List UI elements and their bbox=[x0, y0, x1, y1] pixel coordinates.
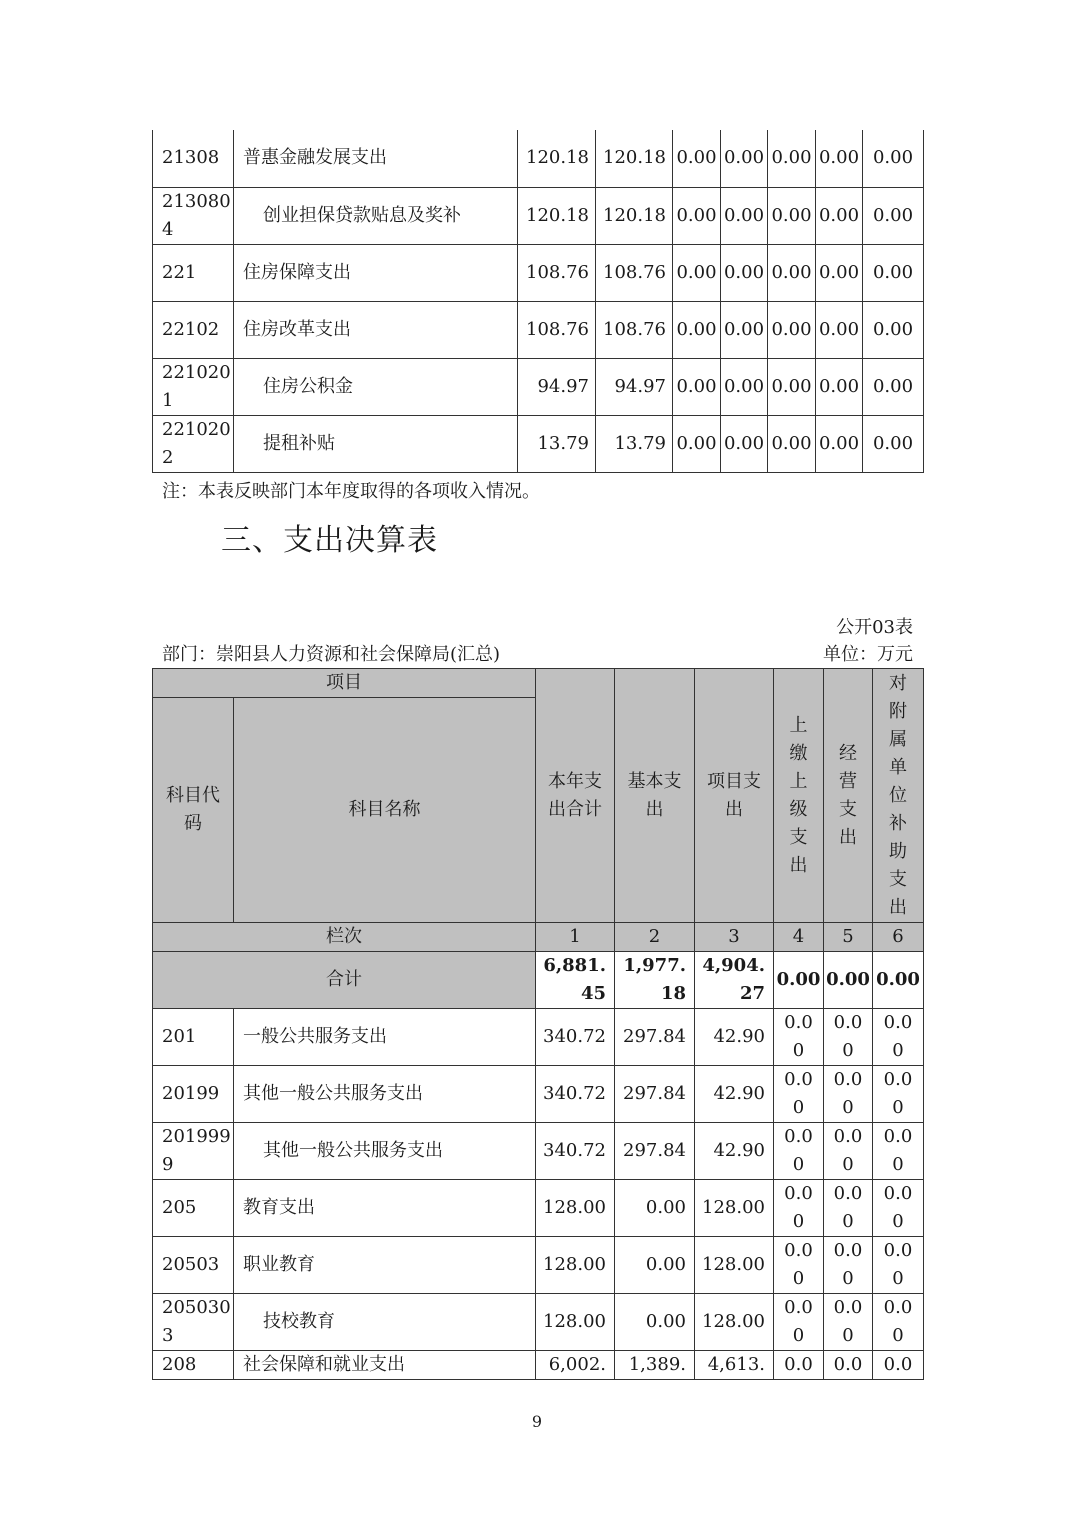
total-business: 0.00 bbox=[824, 952, 873, 1009]
table-note: 注：本表反映部门本年度取得的各项收入情况。 bbox=[162, 481, 540, 502]
row-value: 13.79 bbox=[518, 415, 596, 472]
header-total: 本年支出合计 bbox=[536, 669, 615, 923]
expense-table bbox=[152, 668, 924, 1380]
row-basic: 297.84 bbox=[615, 1009, 695, 1066]
total-row bbox=[153, 952, 924, 1009]
row-name: 住房公积金 bbox=[234, 358, 518, 415]
row-code: 2050303 bbox=[153, 1294, 234, 1351]
row-total: 128.00 bbox=[536, 1237, 615, 1294]
table-row bbox=[153, 1180, 924, 1237]
row-value: 0.00 bbox=[721, 244, 768, 301]
row-name: 提租补贴 bbox=[234, 415, 518, 472]
table-row bbox=[153, 130, 924, 187]
row-code: 205 bbox=[153, 1180, 234, 1237]
table-number: 公开03表 bbox=[836, 617, 913, 638]
total-project: 4,904.27 bbox=[695, 952, 774, 1009]
row-subsidy: 0.00 bbox=[873, 1066, 924, 1123]
row-project: 42.90 bbox=[695, 1123, 774, 1180]
header-project: 项目支出 bbox=[695, 669, 774, 923]
row-subsidy: 0.00 bbox=[873, 1180, 924, 1237]
row-value: 13.79 bbox=[596, 415, 673, 472]
header-code: 科目代码 bbox=[153, 698, 234, 923]
row-value: 0.00 bbox=[673, 358, 721, 415]
row-value: 0.00 bbox=[768, 130, 816, 187]
row-value: 120.18 bbox=[596, 130, 673, 187]
row-value: 0.00 bbox=[673, 301, 721, 358]
row-value: 108.76 bbox=[596, 244, 673, 301]
row-name: 创业担保贷款贴息及奖补 bbox=[234, 187, 518, 244]
total-label: 合计 bbox=[153, 952, 536, 1009]
row-code: 2130804 bbox=[153, 187, 234, 244]
row-value: 120.18 bbox=[518, 187, 596, 244]
row-value: 0.00 bbox=[863, 358, 924, 415]
row-total: 340.72 bbox=[536, 1123, 615, 1180]
row-code: 208 bbox=[153, 1351, 234, 1380]
row-value: 120.18 bbox=[596, 187, 673, 244]
table-row bbox=[153, 244, 924, 301]
row-business: 0.00 bbox=[824, 1066, 873, 1123]
header-business: 经营支出 bbox=[824, 669, 873, 923]
row-name: 一般公共服务支出 bbox=[234, 1009, 536, 1066]
row-project: 128.00 bbox=[695, 1294, 774, 1351]
row-name: 职业教育 bbox=[234, 1237, 536, 1294]
row-value: 0.00 bbox=[863, 244, 924, 301]
row-code: 2210202 bbox=[153, 415, 234, 472]
row-basic: 297.84 bbox=[615, 1123, 695, 1180]
table-row bbox=[153, 415, 924, 472]
column-index-2: 2 bbox=[615, 923, 695, 952]
row-project: 4,613. bbox=[695, 1351, 774, 1380]
header-subsidy: 对附属单位补助支出 bbox=[873, 669, 924, 923]
row-value: 0.00 bbox=[768, 415, 816, 472]
row-value: 108.76 bbox=[518, 301, 596, 358]
row-subsidy: 0.00 bbox=[873, 1237, 924, 1294]
row-value: 108.76 bbox=[596, 301, 673, 358]
row-total: 340.72 bbox=[536, 1009, 615, 1066]
row-total: 6,002. bbox=[536, 1351, 615, 1380]
header-name: 科目名称 bbox=[234, 698, 536, 923]
row-value: 0.00 bbox=[721, 187, 768, 244]
row-code: 20503 bbox=[153, 1237, 234, 1294]
row-subsidy: 0.00 bbox=[873, 1294, 924, 1351]
row-business: 0.00 bbox=[824, 1180, 873, 1237]
row-value: 0.00 bbox=[721, 358, 768, 415]
row-code: 20199 bbox=[153, 1066, 234, 1123]
row-project: 128.00 bbox=[695, 1180, 774, 1237]
unit-label: 单位：万元 bbox=[823, 644, 913, 665]
row-value: 0.00 bbox=[863, 415, 924, 472]
row-business: 0.00 bbox=[824, 1009, 873, 1066]
row-upper: 0.00 bbox=[774, 1180, 824, 1237]
row-business: 0.00 bbox=[824, 1237, 873, 1294]
section-heading: 三、支出决算表 bbox=[221, 523, 438, 558]
row-code: 201 bbox=[153, 1009, 234, 1066]
row-value: 0.00 bbox=[863, 301, 924, 358]
row-project: 42.90 bbox=[695, 1009, 774, 1066]
row-name: 社会保障和就业支出 bbox=[234, 1351, 536, 1380]
row-code: 2019999 bbox=[153, 1123, 234, 1180]
row-code: 221 bbox=[153, 244, 234, 301]
row-upper: 0.00 bbox=[774, 1123, 824, 1180]
row-project: 42.90 bbox=[695, 1066, 774, 1123]
row-name: 其他一般公共服务支出 bbox=[234, 1123, 536, 1180]
table-row bbox=[153, 301, 924, 358]
column-index-3: 3 bbox=[695, 923, 774, 952]
row-value: 0.00 bbox=[863, 187, 924, 244]
header-item: 项目 bbox=[153, 669, 536, 698]
total-upper: 0.00 bbox=[774, 952, 824, 1009]
column-index-4: 4 bbox=[774, 923, 824, 952]
row-value: 0.00 bbox=[721, 301, 768, 358]
row-name: 普惠金融发展支出 bbox=[234, 130, 518, 187]
row-upper: 0.0 bbox=[774, 1351, 824, 1380]
row-value: 0.00 bbox=[863, 130, 924, 187]
row-subsidy: 0.00 bbox=[873, 1123, 924, 1180]
table-row bbox=[153, 1123, 924, 1180]
row-value: 0.00 bbox=[816, 301, 863, 358]
row-name: 住房改革支出 bbox=[234, 301, 518, 358]
row-business: 0.00 bbox=[824, 1294, 873, 1351]
row-upper: 0.00 bbox=[774, 1294, 824, 1351]
row-subsidy: 0.00 bbox=[873, 1009, 924, 1066]
row-value: 0.00 bbox=[673, 187, 721, 244]
row-basic: 0.00 bbox=[615, 1294, 695, 1351]
row-value: 0.00 bbox=[673, 415, 721, 472]
row-code: 22102 bbox=[153, 301, 234, 358]
row-value: 94.97 bbox=[518, 358, 596, 415]
row-name: 技校教育 bbox=[234, 1294, 536, 1351]
total-basic: 1,977.18 bbox=[615, 952, 695, 1009]
table-row bbox=[153, 1066, 924, 1123]
row-business: 0.0 bbox=[824, 1351, 873, 1380]
row-code: 2210201 bbox=[153, 358, 234, 415]
table-row bbox=[153, 1009, 924, 1066]
income-table-continued bbox=[152, 130, 924, 473]
row-value: 0.00 bbox=[816, 244, 863, 301]
row-value: 0.00 bbox=[768, 358, 816, 415]
row-value: 0.00 bbox=[768, 301, 816, 358]
table-row bbox=[153, 1237, 924, 1294]
row-business: 0.00 bbox=[824, 1123, 873, 1180]
row-value: 0.00 bbox=[816, 187, 863, 244]
row-value: 0.00 bbox=[768, 187, 816, 244]
row-value: 120.18 bbox=[518, 130, 596, 187]
row-value: 0.00 bbox=[721, 415, 768, 472]
row-upper: 0.00 bbox=[774, 1066, 824, 1123]
row-value: 0.00 bbox=[673, 244, 721, 301]
row-total: 340.72 bbox=[536, 1066, 615, 1123]
row-value: 0.00 bbox=[816, 130, 863, 187]
row-upper: 0.00 bbox=[774, 1009, 824, 1066]
row-name: 教育支出 bbox=[234, 1180, 536, 1237]
row-basic: 1,389. bbox=[615, 1351, 695, 1380]
table-row bbox=[153, 358, 924, 415]
row-value: 0.00 bbox=[673, 130, 721, 187]
row-value: 108.76 bbox=[518, 244, 596, 301]
row-value: 0.00 bbox=[721, 130, 768, 187]
column-index-5: 5 bbox=[824, 923, 873, 952]
partial-row bbox=[153, 1351, 924, 1380]
page-number: 9 bbox=[531, 1412, 543, 1431]
row-name: 住房保障支出 bbox=[234, 244, 518, 301]
header-basic: 基本支出 bbox=[615, 669, 695, 923]
table-row bbox=[153, 1294, 924, 1351]
row-total: 128.00 bbox=[536, 1294, 615, 1351]
row-value: 0.00 bbox=[816, 358, 863, 415]
row-code: 21308 bbox=[153, 130, 234, 187]
department-label: 部门：崇阳县人力资源和社会保障局(汇总) bbox=[162, 644, 501, 665]
row-basic: 0.00 bbox=[615, 1237, 695, 1294]
row-upper: 0.00 bbox=[774, 1237, 824, 1294]
row-value: 0.00 bbox=[768, 244, 816, 301]
row-name: 其他一般公共服务支出 bbox=[234, 1066, 536, 1123]
row-value: 0.00 bbox=[816, 415, 863, 472]
row-project: 128.00 bbox=[695, 1237, 774, 1294]
row-basic: 0.00 bbox=[615, 1180, 695, 1237]
row-subsidy: 0.0 bbox=[873, 1351, 924, 1380]
column-index-6: 6 bbox=[873, 923, 924, 952]
header-upper: 上缴上级支出 bbox=[774, 669, 824, 923]
total-amount: 6,881.45 bbox=[536, 952, 615, 1009]
table-row bbox=[153, 187, 924, 244]
column-index-label: 栏次 bbox=[153, 923, 536, 952]
row-total: 128.00 bbox=[536, 1180, 615, 1237]
total-subsidy: 0.00 bbox=[873, 952, 924, 1009]
row-basic: 297.84 bbox=[615, 1066, 695, 1123]
row-value: 94.97 bbox=[596, 358, 673, 415]
column-index-1: 1 bbox=[536, 923, 615, 952]
